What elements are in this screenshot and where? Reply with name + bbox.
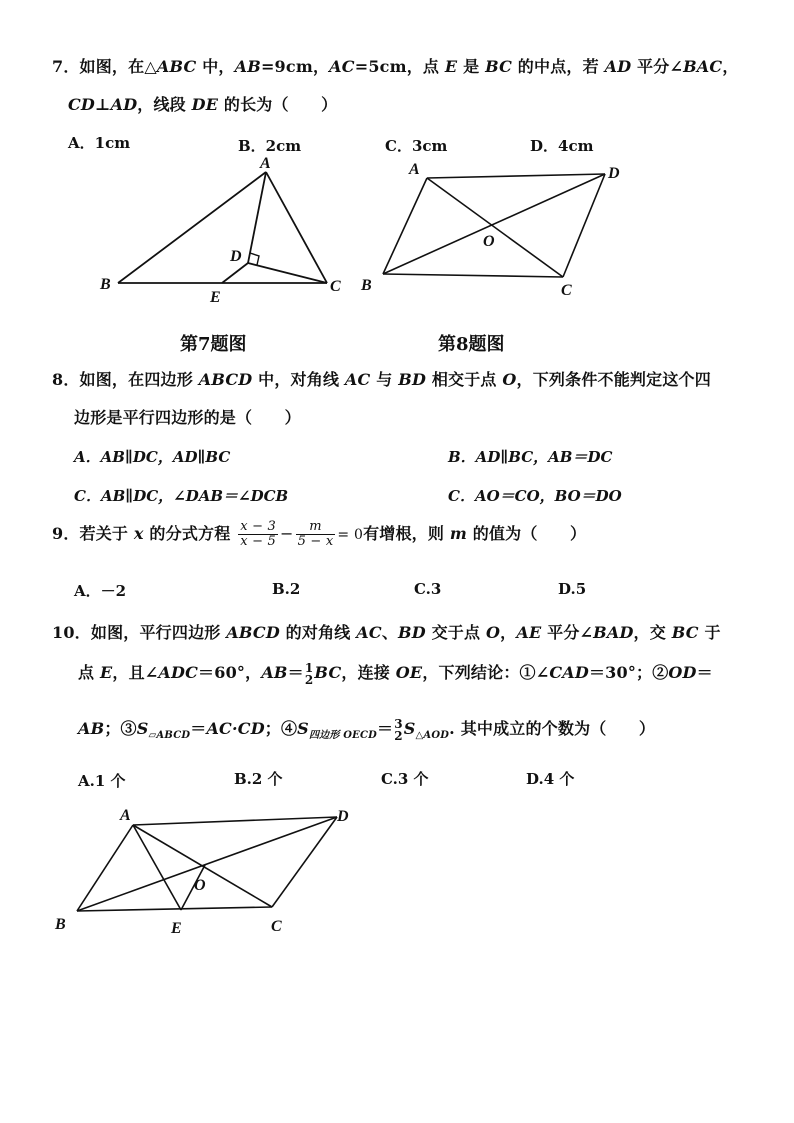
q8-text: ，下列条件不能判定这个四 [516,370,711,389]
q10-var: CAD [549,663,589,682]
fig7-label-c: C [330,278,341,295]
q7-var: E [444,57,458,76]
q7-var: AD [604,57,632,76]
q9-text: 9．若关于 [52,524,134,543]
q7-text: 7．如图，在△ [52,57,157,76]
fig7-label-b: B [100,276,111,293]
fig10-diagonal-bd [77,817,337,911]
q10-text: ＝60°， [198,663,262,682]
q10-fraction-three-halves: 3 2 [394,716,403,743]
q10-var: OE [395,663,423,682]
q10-var: AB [78,719,105,738]
q10-text: 交于点 [425,623,486,642]
q7-var: CD [68,95,96,114]
q10-text: ，连接 [341,663,396,682]
q9-minus: − [279,524,294,543]
q10-fraction-half: 1 2 [304,660,314,687]
fig8-segment-cb [383,274,563,277]
q10-option-a[interactable]: A.1 个 [78,772,126,790]
fig10-label-b: B [55,916,66,933]
q10-text: ＝ [696,663,713,682]
q8-option-c[interactable]: C．AB∥DC，∠DAB＝∠DCB [74,487,289,505]
q7-var: BC [485,57,513,76]
q7-var: AB [234,57,261,76]
q7-text: 的中点，若 [512,57,605,76]
q10-line-3 [78,716,655,742]
q7-line-2 [68,92,337,115]
caption-figure-8: 第8题图 [438,334,505,355]
q7-text: ⊥ [95,95,111,114]
q10-var: O [485,623,501,642]
q9-equals-zero: = 0 [337,527,364,543]
fig7-label-d: D [230,248,242,265]
q10-var: BC [671,623,699,642]
fig10-segment-dc [272,817,337,907]
fig10-label-d: D [337,808,349,825]
q7-text: ， [722,57,739,76]
q10-text: ＝30°；② [588,663,669,682]
q8-text: 8．如图，在四边形 [52,370,199,389]
q10-text: ＝ [287,663,304,682]
figure-10 [50,800,370,945]
q10-var: OD [668,663,697,682]
q10-text: ＝ [376,719,394,738]
q8-line-1 [52,367,711,390]
q10-var: S [297,719,309,738]
q7-var: ABC [156,57,197,76]
q9-option-a[interactable]: A．－2 [74,582,127,600]
q7-var: AC [329,57,355,76]
q9-fraction-1: $\frac{x - 3}{x - 5}$ [240,519,276,549]
q10-subscript: 四边形 OECD [308,730,377,742]
q10-var: BC [314,663,342,682]
figure-7 [90,150,360,310]
fig8-segment-ad [427,174,605,178]
q8-text: 与 [370,370,399,389]
fig7-label-e: E [210,289,221,306]
fig7-segment-ac [266,172,327,283]
figure-8 [355,150,635,300]
q10-text: 的对角线 [279,623,357,642]
q10-subscript: △AOD [415,730,450,742]
q9-var: m [449,524,467,543]
q10-var: AC·CD [206,719,265,738]
q9-fraction-2: $\frac{m}{5 - x}$ [297,519,334,549]
q10-text: ＝ [190,719,207,738]
fig8-segment-ba [383,178,427,274]
q10-text: 10．如图，平行四边形 [52,623,227,642]
q9-var: x [133,524,144,543]
q7-option-d[interactable]: D．4cm [530,137,594,155]
q8-var: BD [398,370,427,389]
q7-text: =9cm， [260,57,330,76]
q10-line-1 [52,620,721,643]
fig8-label-a: A [409,161,420,178]
fig10-segment-ad [133,817,337,825]
q7-option-a[interactable]: A．1cm [68,134,131,152]
fig8-label-c: C [561,282,572,299]
q7-option-b[interactable]: B．2cm [238,137,302,155]
q7-var: DE [191,95,219,114]
q10-var: AE [516,623,542,642]
q10-text: ，交 [633,623,672,642]
fig10-label-e: E [171,920,182,937]
q10-var: ADC [158,663,199,682]
q7-text: ，线段 [137,95,192,114]
fig10-segment-ae [133,825,181,910]
q9-option-d[interactable]: D.5 [558,580,587,598]
q9-text: 的分式方程 [143,524,231,543]
q10-text: 点 [78,663,100,682]
q8-var: O [502,370,517,389]
q10-var: AC [356,623,382,642]
q7-text: 平分∠ [631,57,684,76]
fig10-segment-cb [77,907,272,911]
q10-var: S [403,719,416,738]
q10-line-2 [78,660,713,686]
fig7-segment-de [222,263,248,283]
q7-option-c[interactable]: C．3cm [385,137,448,155]
fig8-label-o: O [483,233,495,250]
fig7-segment-ad [248,172,266,263]
q10-text: ；④ [264,719,298,738]
q8-text: 中，对角线 [252,370,345,389]
q10-text: ，且∠ [112,663,159,682]
q10-text: . 其中成立的个数为（ ） [449,719,656,738]
q10-var: ABCD [226,623,280,642]
q10-var: S [136,719,149,738]
fig8-diagonal-ac [427,178,563,277]
q7-text: 中， [196,57,235,76]
fig8-label-d: D [608,165,620,182]
caption-figure-7: 第7题图 [180,334,247,355]
q10-var: AB [261,663,288,682]
q10-option-b[interactable]: B.2 个 [234,770,283,788]
q8-text: 相交于点 [426,370,503,389]
q10-text: ， [500,623,517,642]
q10-option-d[interactable]: D.4 个 [526,770,575,788]
q10-var: BAD [593,623,634,642]
q9-option-c[interactable]: C.3 [414,580,442,598]
fig10-label-o: O [194,877,206,894]
q10-text: 平分∠ [541,623,594,642]
q7-line-1 [52,54,739,77]
q8-option-d[interactable]: C．AO＝CO，BO＝DO [448,487,622,505]
fig8-label-b: B [361,277,372,294]
q10-text: 于 [698,623,721,642]
fig10-label-a: A [120,807,131,824]
q8-var: ABCD [198,370,253,389]
fig10-segment-ba [77,825,133,911]
q7-text: 是 [457,57,486,76]
q9-option-b[interactable]: B.2 [272,580,301,598]
q10-text: 、 [381,623,399,642]
q10-var: BD [398,623,426,642]
q9-text: 有增根，则 [363,524,450,543]
q10-subscript: ▱ABCD [148,730,191,742]
q8-line-2: 边形是平行四边形的是（ ） [74,408,301,427]
fig7-label-a: A [260,155,271,172]
q10-text: ；③ [104,719,137,738]
fig8-diagonal-bd [383,174,605,274]
fig7-segment-dc [248,263,327,283]
q9-line-1 [52,520,586,549]
q10-option-c[interactable]: C.3 个 [381,770,429,788]
q10-var: E [99,663,113,682]
q9-text: 的值为（ ） [466,524,587,543]
q7-var: BAC [683,57,723,76]
q8-option-a[interactable]: A．AB∥DC，AD∥BC [74,448,231,466]
q10-text: ，下列结论：①∠ [422,663,550,682]
fig10-label-c: C [271,918,282,935]
q8-option-b[interactable]: B．AD∥BC，AB＝DC [448,448,613,466]
q7-text: 的长为（ ） [218,95,338,114]
q7-text: =5cm，点 [354,57,445,76]
q8-var: AC [344,370,371,389]
q7-var: AD [110,95,138,114]
